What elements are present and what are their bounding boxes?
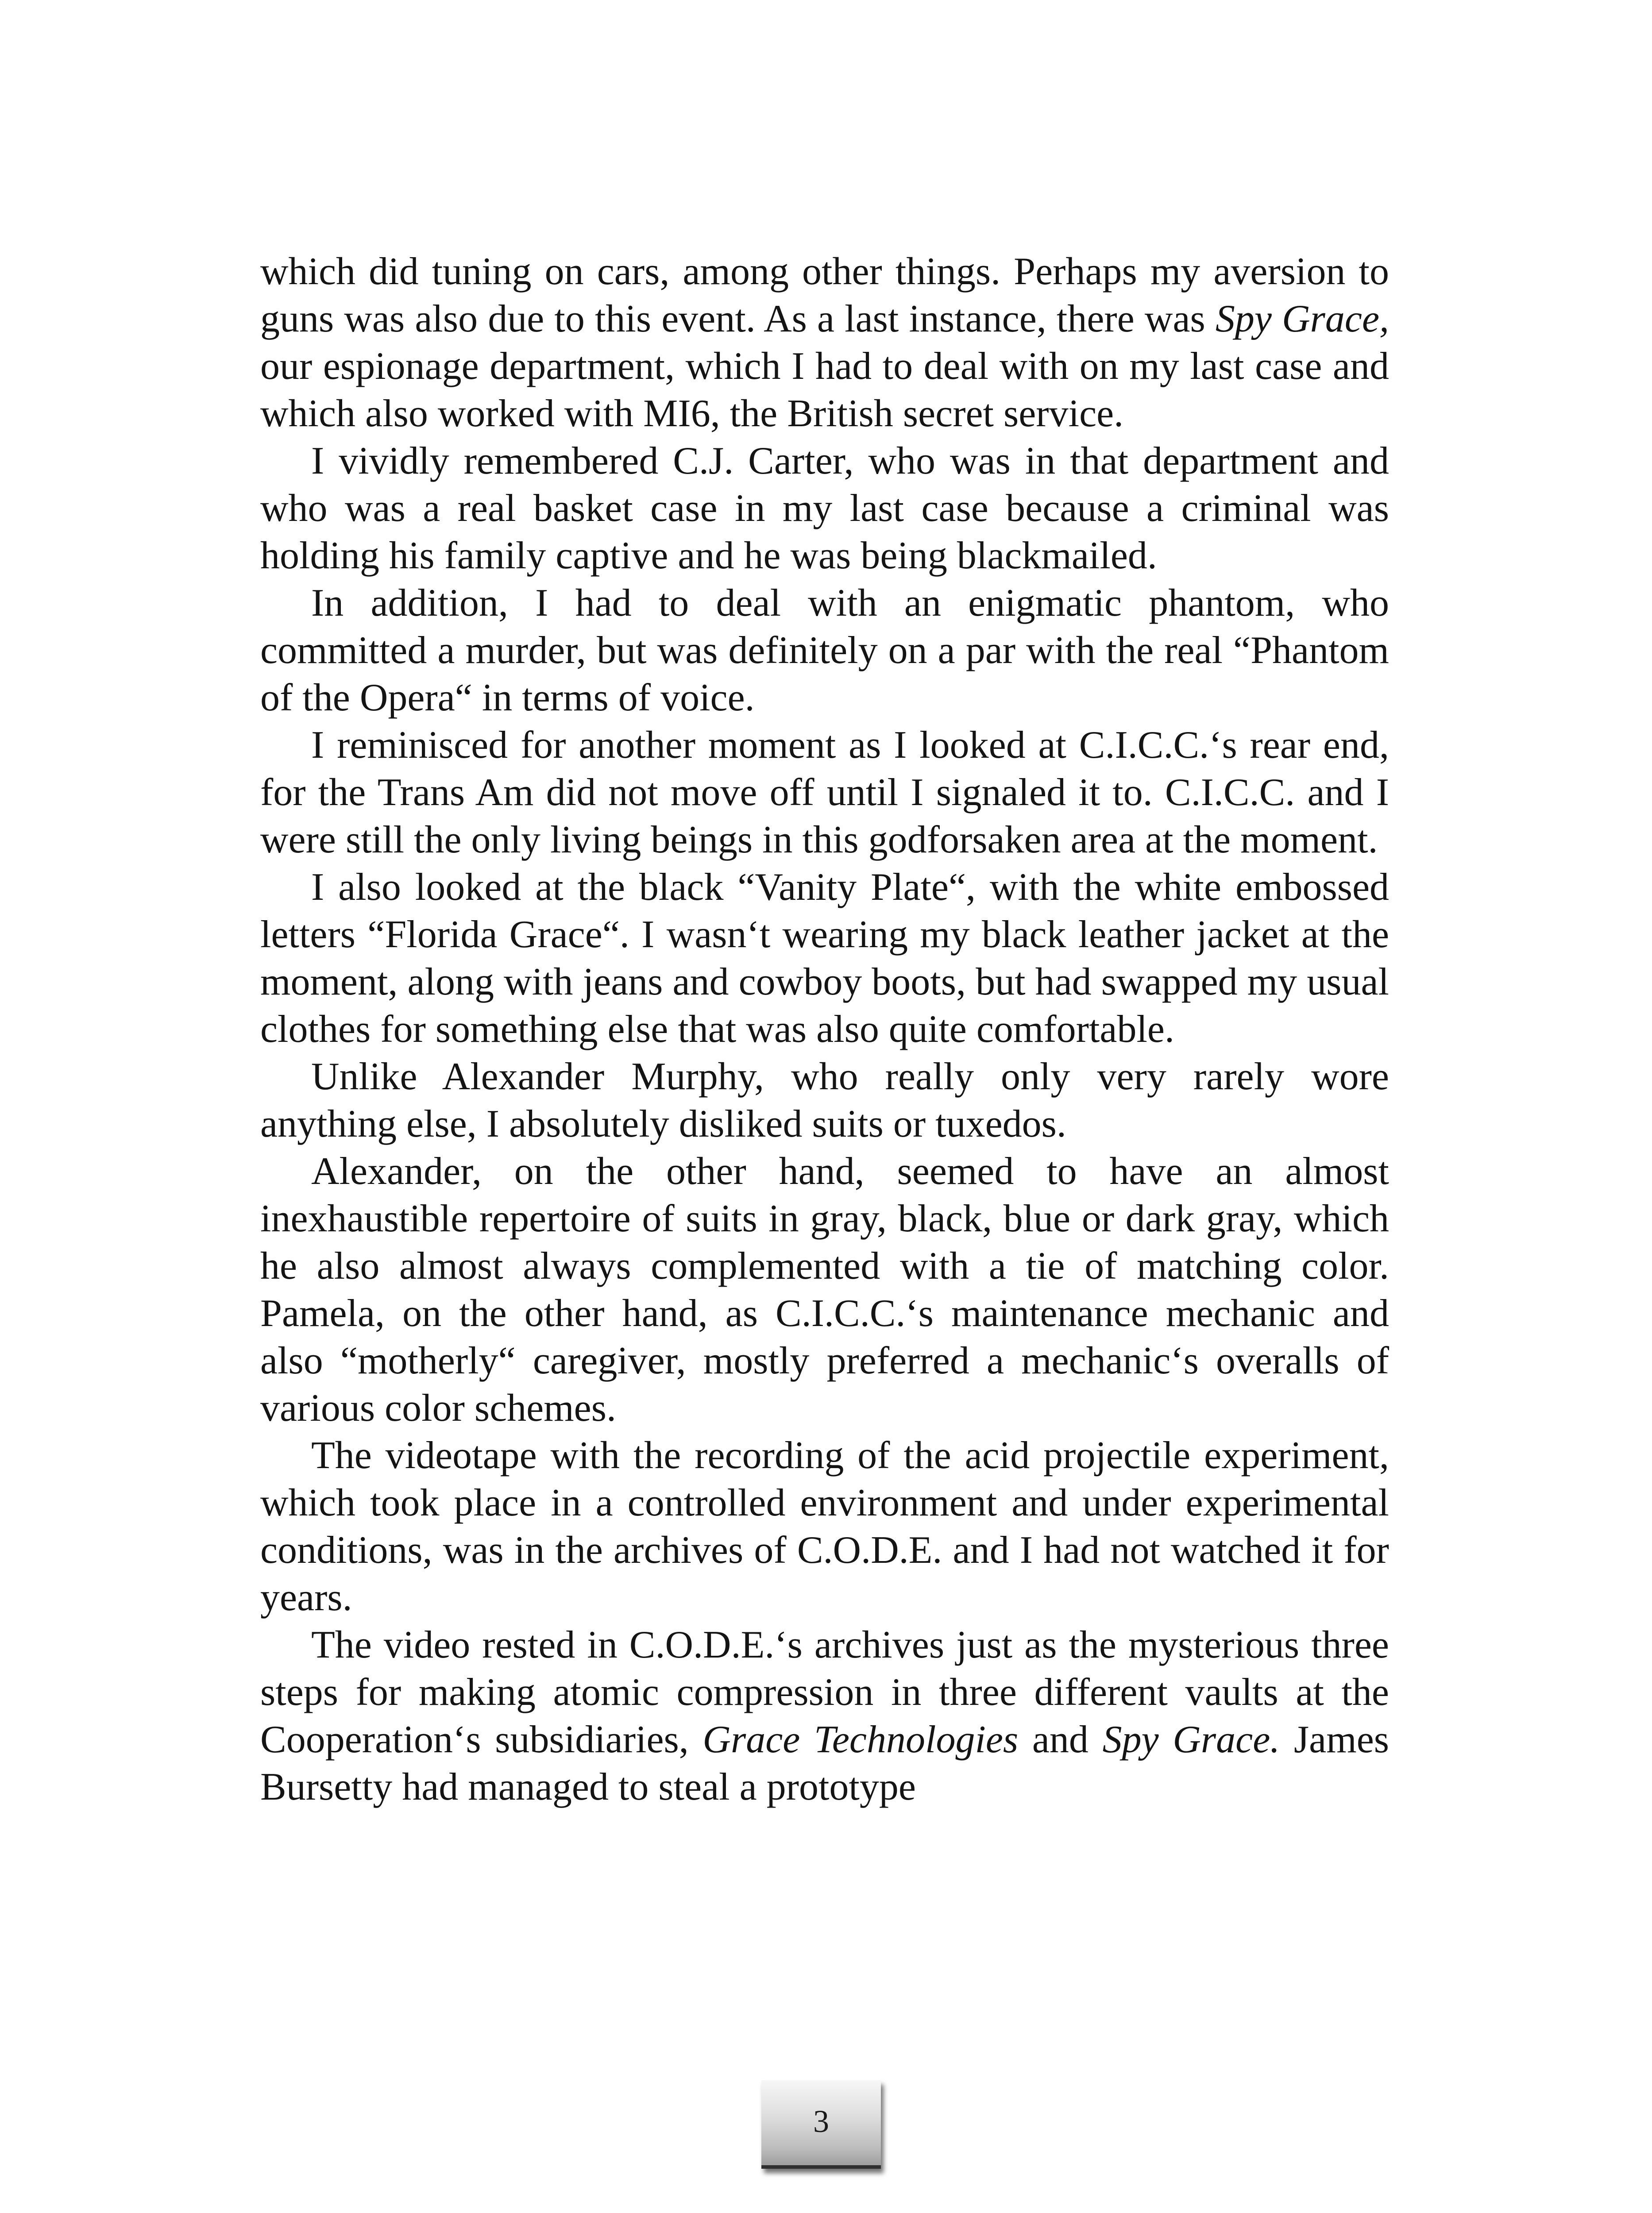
text-segment: James Bursetty had managed to steal a prototype bbox=[260, 1718, 1389, 1808]
text-segment: I also looked at the black “Vanity Plate“, with the white embossed letters “Florida Grace“. I wasn‘t wearing my black leather jacket at the moment, along with jeans and cowboy boots, but had swapped my usual clothes for something else that was also quite comfortable. bbox=[260, 866, 1389, 1051]
italic-text: Spy Grace, bbox=[1215, 297, 1389, 340]
page-number-box bbox=[761, 2080, 881, 2169]
paragraph bbox=[260, 579, 1389, 721]
paragraph bbox=[260, 248, 1389, 437]
paragraph bbox=[260, 1432, 1389, 1621]
text-segment: I reminisced for another moment as I looked at C.I.C.C.‘s rear end, for the Trans Am did not move off until I signaled it to. C.I.C.C. and I were still the only living beings in this godforsaken area at the moment. bbox=[260, 724, 1389, 861]
paragraph bbox=[260, 1053, 1389, 1148]
text-segment: and bbox=[1018, 1718, 1103, 1761]
text-segment: Alexander, on the other hand, seemed to have an almost inexhaustible repertoire of suits in gray, black, blue or dark gray, which he also almost always complemented with a tie of matching color. Pamela, on the other hand, as C.I.C.C.‘s maintenance mechanic and also “motherly“ caregiver, mostly preferred a mechanic‘s overalls of various color schemes. bbox=[260, 1150, 1389, 1430]
paragraph bbox=[260, 864, 1389, 1053]
text-segment: I vividly remembered C.J. Carter, who was in that department and who was a real basket case in my last case because a criminal was holding his family captive and he was being blackmailed. bbox=[260, 440, 1389, 577]
body-text bbox=[260, 248, 1389, 1811]
paragraph bbox=[260, 721, 1389, 864]
text-segment: In addition, I had to deal with an enigmatic phantom, who committed a murder, but was definitely on a par with the real “Phantom of the Opera“ in terms of voice. bbox=[260, 582, 1389, 719]
text-segment: our espionage department, which I had to deal with on my last case and which also worked with MI6, the British secret service. bbox=[260, 345, 1389, 435]
page-number: 3 bbox=[813, 2104, 829, 2139]
text-segment: The videotape with the recording of the acid projectile experiment, which took place in a controlled environment and under experimental conditions, was in the archives of C.O.D.E. and I had not watched it for years. bbox=[260, 1434, 1389, 1619]
paragraph bbox=[260, 1148, 1389, 1432]
paragraph bbox=[260, 1621, 1389, 1811]
text-segment: which did tuning on cars, among other things. Perhaps my aversion to guns was also due to this event. As a last instance, there was bbox=[260, 250, 1389, 340]
italic-text: Grace Technologies bbox=[702, 1718, 1019, 1761]
text-segment: Unlike Alexander Murphy, who really only very rarely wore anything else, I absolutely disliked suits or tuxedos. bbox=[260, 1055, 1389, 1145]
text-segment: The video rested in C.O.D.E.‘s archives just as the mysterious three steps for making atomic compression in three different vaults at the Cooperation‘s subsidiaries, bbox=[260, 1623, 1389, 1761]
paragraph bbox=[260, 437, 1389, 579]
italic-text: Spy Grace. bbox=[1102, 1718, 1280, 1761]
